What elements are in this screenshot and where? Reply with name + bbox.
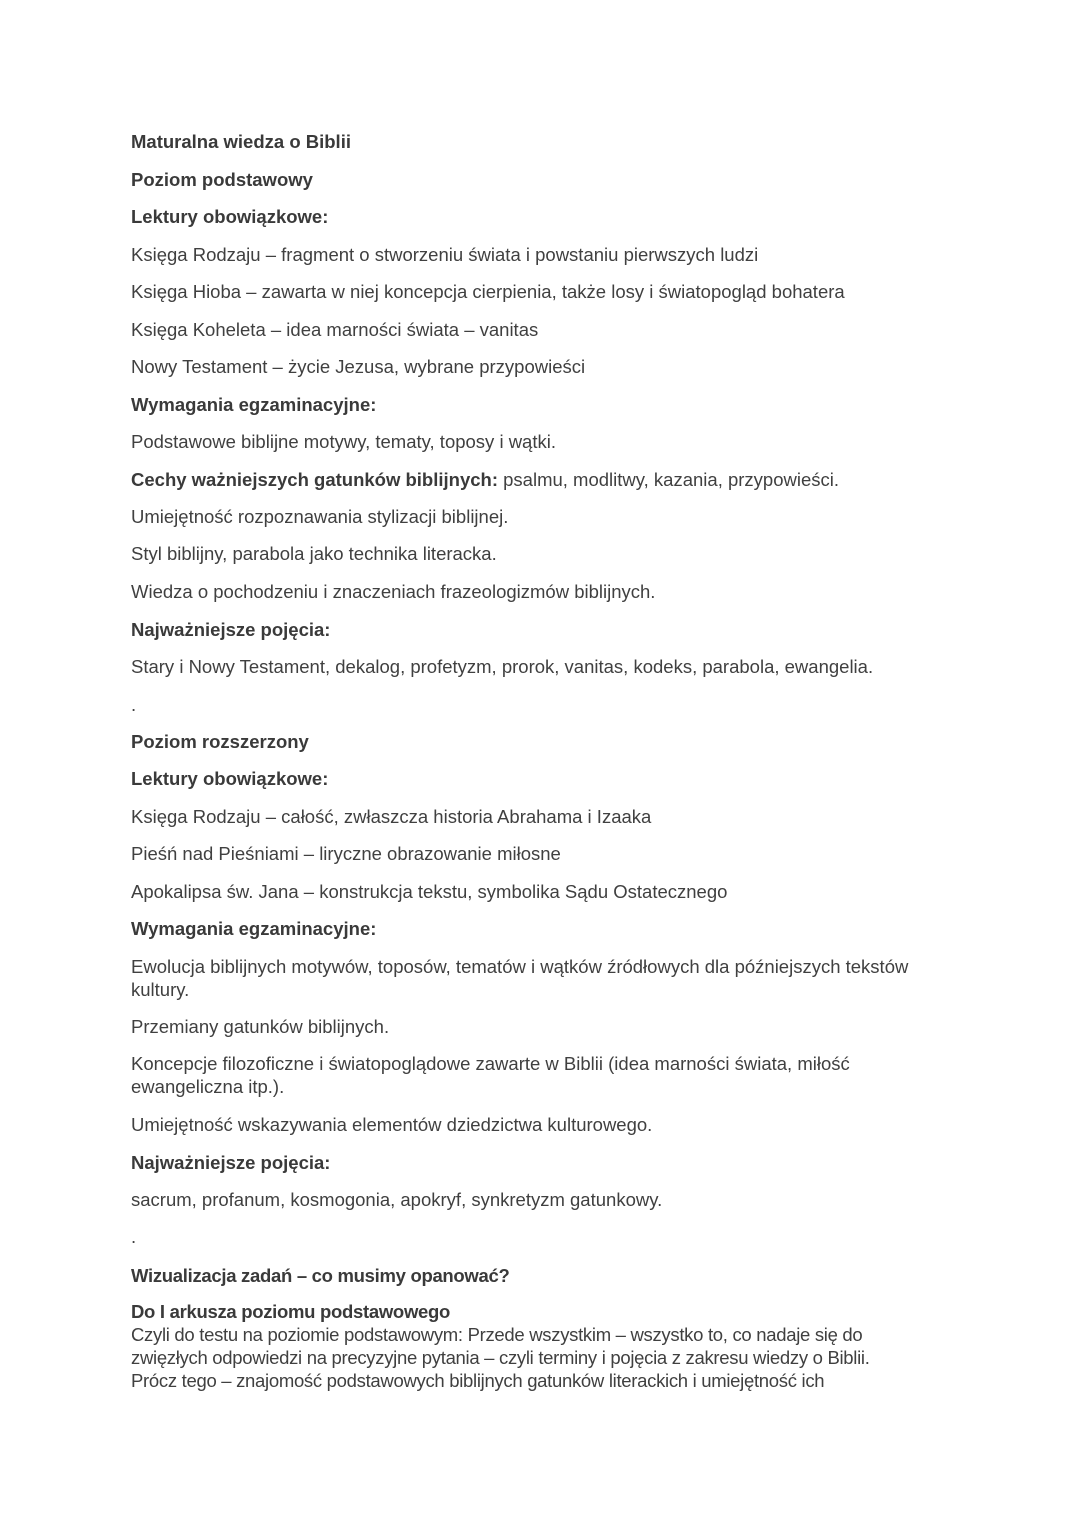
text-line — [131, 280, 845, 303]
bold-text: Poziom rozszerzony — [131, 730, 309, 752]
text: ewangeliczna itp.). — [131, 1075, 285, 1097]
text: Wiedza o pochodzeniu i znaczeniach frazeologizmów biblijnych. — [131, 580, 656, 602]
text-line — [131, 1015, 389, 1038]
text-line — [131, 978, 189, 1001]
heading — [131, 917, 376, 940]
text-line — [131, 580, 655, 603]
text: Stary i Nowy Testament, dekalog, profetyzm, prorok, vanitas, kodeks, parabola, ewangelia. — [131, 655, 874, 677]
text: Czyli do testu na poziomie podstawowym: Przede wszystkim – wszystko to, co nadaje się do — [131, 1323, 863, 1345]
text-line — [131, 505, 508, 528]
text-line — [131, 468, 839, 491]
heading — [131, 393, 376, 416]
heading — [131, 205, 328, 228]
text: Księga Hioba – zawarta w niej koncepcja cierpienia, także losy i światopogląd bohatera — [131, 280, 845, 302]
text-line — [131, 1369, 824, 1392]
text-line — [131, 1323, 862, 1346]
bold-text: Najważniejsze pojęcia: — [131, 618, 331, 640]
text-line — [131, 1113, 652, 1136]
heading — [131, 168, 313, 191]
text-line — [131, 955, 908, 978]
text-line — [131, 655, 873, 678]
text: . — [131, 1225, 137, 1247]
text: Umiejętność wskazywania elementów dziedzictwa kulturowego. — [131, 1113, 653, 1135]
text-line — [131, 243, 758, 266]
text-line — [131, 430, 556, 453]
text: Apokalipsa św. Jana – konstrukcja tekstu, symbolika Sądu Ostatecznego — [131, 880, 728, 902]
text-line — [131, 1225, 136, 1248]
text: Podstawowe biblijne motywy, tematy, toposy i wątki. — [131, 430, 556, 452]
text: Nowy Testament – życie Jezusa, wybrane przypowieści — [131, 355, 586, 377]
text: Prócz tego – znajomość podstawowych biblijnych gatunków literackich i umiejętność ich — [131, 1369, 825, 1391]
bold-text: Wymagania egzaminacyjne: — [131, 917, 377, 939]
text-line — [131, 805, 651, 828]
heading — [131, 1300, 450, 1323]
text: Przemiany gatunków biblijnych. — [131, 1015, 390, 1037]
text: Księga Koheleta – idea marności świata – vanitas — [131, 318, 539, 340]
bold-text: Lektury obowiązkowe: — [131, 205, 329, 227]
text-line — [131, 1346, 870, 1369]
text-line — [131, 693, 136, 716]
text: Styl biblijny, parabola jako technika literacka. — [131, 542, 497, 564]
text-line — [131, 542, 497, 565]
bold-text: Cechy ważniejszych gatunków biblijnych: — [131, 468, 498, 490]
text: . — [131, 693, 137, 715]
text-line — [131, 880, 727, 903]
text-line — [131, 1052, 850, 1075]
text-line — [131, 355, 585, 378]
text-line — [131, 1075, 284, 1098]
bold-text: Lektury obowiązkowe: — [131, 767, 329, 789]
text: Ewolucja biblijnych motywów, toposów, tematów i wątków źródłowych dla późniejszych tekstów — [131, 955, 909, 977]
bold-text: Poziom podstawowy — [131, 168, 313, 190]
heading — [131, 1151, 330, 1174]
text: Umiejętność rozpoznawania stylizacji biblijnej. — [131, 505, 509, 527]
heading — [131, 767, 328, 790]
text: Pieśń nad Pieśniami – liryczne obrazowanie miłosne — [131, 842, 561, 864]
heading — [131, 1264, 510, 1287]
text: kultury. — [131, 978, 190, 1000]
bold-text: Wymagania egzaminacyjne: — [131, 393, 377, 415]
bold-text: Maturalna wiedza o Biblii — [131, 130, 351, 152]
bold-text: Wizualizacja zadań – co musimy opanować? — [131, 1264, 510, 1286]
text: Koncepcje filozoficzne i światopoglądowe zawarte w Biblii (idea marności świata, miłość — [131, 1052, 850, 1074]
heading — [131, 130, 351, 153]
bold-text: Do I arkusza poziomu podstawowego — [131, 1300, 451, 1322]
heading — [131, 618, 330, 641]
text: psalmu, modlitwy, kazania, przypowieści. — [498, 468, 840, 490]
text: Księga Rodzaju – fragment o stworzeniu świata i powstaniu pierwszych ludzi — [131, 243, 759, 265]
text-line — [131, 842, 561, 865]
text: zwięzłych odpowiedzi na precyzyjne pytania – czyli terminy i pojęcia z zakresu wiedzy o Biblii. — [131, 1346, 870, 1368]
text-line — [131, 1188, 662, 1211]
text: Księga Rodzaju – całość, zwłaszcza historia Abrahama i Izaaka — [131, 805, 652, 827]
heading — [131, 730, 309, 753]
text-line — [131, 318, 538, 341]
text: sacrum, profanum, kosmogonia, apokryf, synkretyzm gatunkowy. — [131, 1188, 663, 1210]
bold-text: Najważniejsze pojęcia: — [131, 1151, 331, 1173]
